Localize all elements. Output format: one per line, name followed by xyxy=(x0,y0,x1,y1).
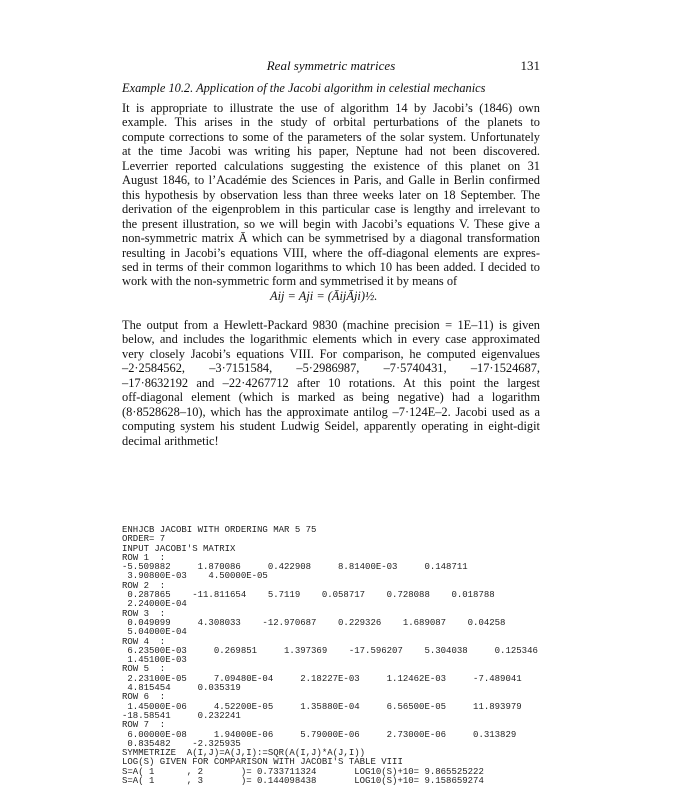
listing-line: INPUT JACOBI'S MATRIX xyxy=(122,543,236,554)
text-line: decimal arithmetic! xyxy=(122,433,219,448)
text-line: off-diagonal element (which is marked as being negative) had a logarithm xyxy=(122,390,540,405)
text-line: August 1846, to l’Académie des Sciences in Paris, and Galle in Berlin confirmed xyxy=(122,173,540,188)
listing-line: ENHJCB JACOBI WITH ORDERING MAR 5 75 xyxy=(122,525,317,535)
running-title: Real symmetric matrices xyxy=(266,58,396,73)
listing-line: -18.58541 0.232241 xyxy=(122,710,241,721)
listing-line: 1.45000E-06 4.52200E-05 1.35880E-04 6.56500E-05 11.893979 xyxy=(122,701,522,712)
text-line: the present illustration, so we will begin with Jacobi’s equations V. These give a xyxy=(122,216,540,231)
listing-line: ROW 6 : xyxy=(122,692,166,703)
listing-line: ROW 5 : xyxy=(122,664,166,675)
listing-line: 5.04000E-04 xyxy=(122,627,187,638)
listing-line: SYMMETRIZE A(I,J)=A(J,I):=SQR(A(I,J)*A(J,I)) xyxy=(122,748,366,759)
text-line: compute corrections to some of the parameters of the solar system. Unfortunately xyxy=(122,129,540,144)
text-line: Leverrier reported calculations suggesting the existence of this planet on 31 xyxy=(122,158,540,173)
listing-line: LOG(S) GIVEN FOR COMPARISON WITH JACOBI'S TABLE VIII xyxy=(122,757,403,768)
listing-line: 2.24000E-04 xyxy=(122,599,187,610)
text-line: (8·8528628–10), which has the approximate antilog –7·124E–2. Jacobi used as a xyxy=(122,404,540,419)
text-line: work with the non-symmetric form and symmetrised it by means of xyxy=(122,274,458,289)
page-header xyxy=(122,58,540,76)
text-line: very closely Jacobi’s equations VIII. For comparison, he computed eigenvalues xyxy=(122,346,540,361)
page-number: 131 xyxy=(520,58,540,73)
listing-line: 4.815454 0.035319 xyxy=(122,683,241,694)
example-title: Example 10.2. Application of the Jacobi algorithm in celestial mechanics xyxy=(122,81,486,95)
listing-line: ROW 4 : xyxy=(122,636,166,647)
listing-line: 6.23500E-03 0.269851 1.397369 -17.596207 5.304038 0.125346 xyxy=(122,645,538,656)
listing-line: ROW 3 : xyxy=(122,608,166,619)
listing-line: S=A( 1 , 3 )= 0.144098438 LOG10(S)+10= 9.158659274 xyxy=(122,776,484,787)
text-line: non-symmetric matrix Ā which can be symmetrised by a diagonal transformation xyxy=(122,231,540,246)
text-line: resulting in Jacobi’s equations VIII, where the off-diagonal elements are expres- xyxy=(122,245,540,260)
text-line: The output from a Hewlett-Packard 9830 (machine precision = 1E–11) is given xyxy=(122,318,540,332)
symmetrisation-equation: Aij = Aji = (ĀijĀji)½. xyxy=(270,289,378,303)
listing-line: 3.90800E-03 4.50000E-05 xyxy=(122,571,268,582)
listing-line: 0.287865 -11.811654 5.7119 0.058717 0.728088 0.018788 xyxy=(122,590,495,601)
paragraph-2 xyxy=(122,318,540,448)
listing-line: 6.00000E-08 1.94000E-06 5.79000E-06 2.73000E-06 0.313829 xyxy=(122,729,517,740)
text-line: computing system his student Ludwig Seidel, apparently operating in eight-digit xyxy=(122,419,540,434)
listing-line: ORDER= 7 xyxy=(122,534,166,545)
paragraph-1 xyxy=(122,101,540,289)
listing-line: S=A( 1 , 2 )= 0.733711324 LOG10(S)+10= 9.865525222 xyxy=(122,766,484,777)
listing-line: ROW 1 : xyxy=(122,552,166,563)
text-line: below, and includes the logarithmic elements which in every case approximated xyxy=(122,332,540,347)
listing-line: 1.45100E-03 xyxy=(122,655,187,666)
text-line: this hypothesis by observation less than three weeks later on 18 September. The xyxy=(122,187,540,202)
text-line: –2·2584562, –3·7151584, –5·2986987, –7·5740431, –17·1524687, xyxy=(122,361,540,376)
text-line: –17·8632192 and –22·4267712 after 10 rotations. At this point the largest xyxy=(122,375,540,390)
listing-line: ROW 7 : xyxy=(122,720,166,731)
listing-line: ROW 2 : xyxy=(122,580,166,591)
text-line: example. This arises in the study of orbital perturbations of the planets to xyxy=(122,115,540,130)
text-line: derivation of the eigenproblem in this particular case is lengthy and irrelevant to xyxy=(122,202,540,217)
listing-line: 0.049099 4.308033 -12.970687 0.229326 1.689087 0.04258 xyxy=(122,617,506,628)
program-output-listing xyxy=(122,526,542,786)
listing-line: 2.23100E-05 7.09480E-04 2.18227E-03 1.12462E-03 -7.489041 xyxy=(122,673,522,684)
listing-line: -5.509882 1.870086 0.422908 8.81400E-03 0.148711 xyxy=(122,562,468,573)
listing-line: 0.835482 -2.325935 xyxy=(122,738,241,749)
text-line: It is appropriate to illustrate the use of algorithm 14 by Jacobi’s (1846) own xyxy=(122,101,540,115)
text-line: at the time Jacobi was writing his paper, Neptune had not been discovered. xyxy=(122,144,540,159)
text-line: sed in terms of their common logarithms to which 10 has been added. I decided to xyxy=(122,259,540,274)
